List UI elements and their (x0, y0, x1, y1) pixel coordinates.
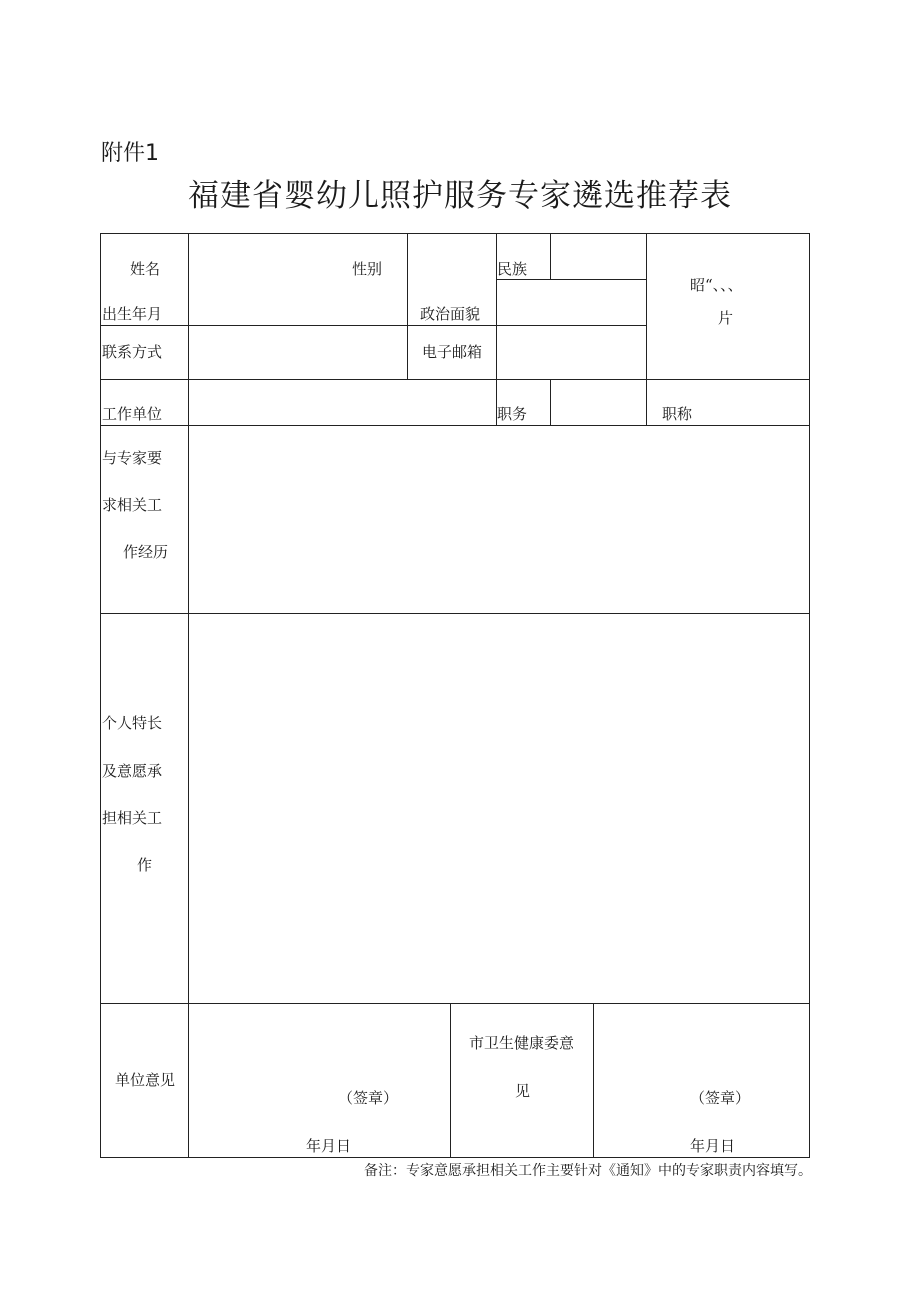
gender-label: 性别 (352, 260, 383, 278)
experience-label-line: 作经历 (123, 543, 169, 561)
table-border-bottom (100, 1157, 810, 1158)
health-commission-opinion-label-char: 见 (515, 1082, 531, 1100)
unit-date-label: 年月日 (306, 1137, 352, 1155)
position-label: 职务 (497, 405, 528, 423)
column-divider (450, 1003, 451, 1158)
contact-field[interactable] (189, 326, 407, 379)
specialty-field[interactable] (189, 614, 809, 1003)
experience-label-line: 求相关工 (102, 496, 163, 514)
workplace-label: 工作单位 (102, 405, 163, 423)
unit-opinion-field[interactable] (189, 1004, 450, 1157)
photo-label-char: 片 (718, 309, 734, 327)
political-status-label: 政治面貌 (420, 305, 481, 323)
email-field[interactable] (497, 326, 646, 379)
experience-label-line: 与专家要 (102, 449, 163, 467)
ethnicity-field[interactable] (551, 234, 646, 279)
specialty-label-line: 及意愿承 (102, 762, 163, 780)
unit-seal-label: （签章） (338, 1089, 399, 1107)
photo-label: 昭“、、、 (690, 276, 743, 294)
workplace-field[interactable] (189, 380, 496, 425)
health-commission-opinion-field[interactable] (594, 1004, 809, 1157)
professional-title-field[interactable] (700, 380, 809, 425)
professional-title-label: 职称 (662, 405, 693, 423)
birth-label: 出生年月 (102, 305, 163, 323)
page-title: 福建省婴幼儿照护服务专家遴选推荐表 (188, 178, 732, 214)
political-status-field[interactable] (497, 280, 646, 325)
table-border-right (809, 233, 810, 1158)
ethnicity-label: 民族 (497, 260, 528, 278)
birth-field[interactable] (189, 280, 407, 325)
health-date-label: 年月日 (690, 1137, 736, 1155)
attachment-label: 附件1 (101, 141, 159, 166)
specialty-label-line: 个人特长 (102, 714, 163, 732)
specialty-label-line: 担相关工 (102, 809, 163, 827)
name-field[interactable] (189, 234, 339, 279)
gender-field[interactable] (408, 234, 496, 279)
position-field[interactable] (551, 380, 646, 425)
footnote: 备注：专家意愿承担相关工作主要针对《通知》中的专家职责内容填写。 (364, 1163, 812, 1179)
table-border-left (100, 233, 101, 1158)
name-label: 姓名 (130, 260, 161, 278)
photo-box[interactable] (647, 234, 809, 379)
experience-field[interactable] (189, 426, 809, 613)
email-label: 电子邮箱 (422, 343, 483, 361)
unit-opinion-label: 单位意见 (115, 1071, 176, 1089)
specialty-label-line: 作 (137, 856, 153, 874)
health-commission-opinion-label: 市卫生健康委意 (469, 1034, 575, 1052)
health-seal-label: （签章） (690, 1089, 751, 1107)
contact-label: 联系方式 (102, 343, 163, 361)
